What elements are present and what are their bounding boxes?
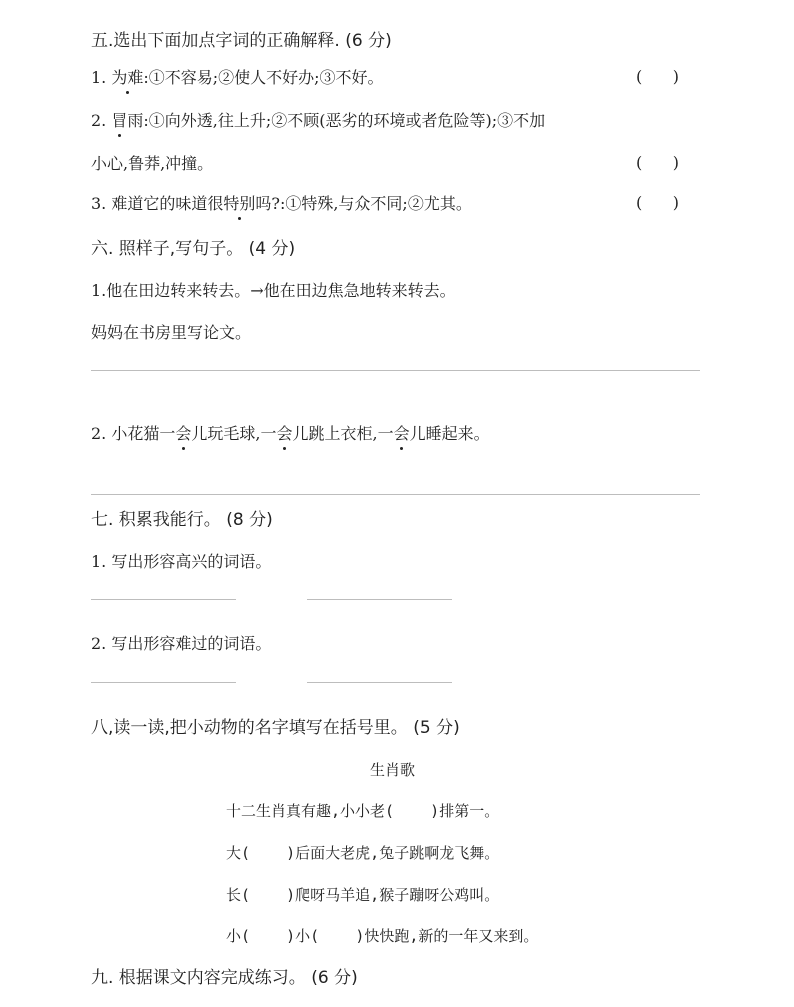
question-6-2: 2. 小花猫一会儿玩毛球,一会儿跳上衣柜,一会儿睡起来。 [91,424,490,443]
section-9-heading: 九. 根据课文内容完成练习。 (6 分) [91,968,358,988]
poem-line-1: 十二生肖真有趣,小小老( )排第一。 [226,802,500,820]
answer-blank-7-2a[interactable] [91,682,236,683]
task-sentence-1: 妈妈在书房里写论文。 [91,323,252,342]
dotted-word: 冒 [111,111,128,130]
section-6-heading: 六. 照样子,写句子。 (4 分) [91,239,296,259]
example-sentence: 1.他在田边转来转去。→他在田边焦急地转来转去。 [91,281,456,300]
poem-title: 生肖歌 [370,761,416,779]
answer-blank-7-2b[interactable] [307,682,452,683]
poem-line-2: 大( )后面大老虎,兔子跳啊龙飞舞。 [226,844,500,862]
dotted-word: 一会儿 [377,424,426,443]
question-5-3: 3. 难道它的味道很特别吗?:①特殊,与众不同;②尤其。 [91,194,472,213]
answer-blank-7-1a[interactable] [91,599,236,600]
question-7-2: 2. 写出形容难过的词语。 [91,634,272,653]
question-5-1: 1. 为难:①不容易;②使人不好办;③不好。 [91,68,384,87]
dotted-word: 一会儿 [260,424,309,443]
question-7-1: 1. 写出形容高兴的词语。 [91,552,272,571]
section-5-heading: 五.选出下面加点字词的正确解释. (6 分) [91,31,392,51]
answer-paren-5-1[interactable]: ( ) [636,67,679,86]
answer-blank-7-1b[interactable] [307,599,452,600]
answer-paren-5-2[interactable]: ( ) [636,153,679,172]
section-7-heading: 七. 积累我能行。 (8 分) [91,510,273,530]
answer-line-6-1[interactable] [91,370,700,371]
dotted-word: 为难 [111,68,144,87]
dotted-word: 一会儿 [159,424,208,443]
question-5-2: 2. 冒雨:①向外透,往上升;②不顾(恶劣的环境或者危险等);③不加 [91,111,546,130]
poem-line-3: 长( )爬呀马羊追,猴子蹦呀公鸡叫。 [226,886,500,904]
question-5-2-cont: 小心,鲁莽,冲撞。 [91,154,214,173]
answer-paren-5-3[interactable]: ( ) [636,193,679,212]
answer-line-6-2[interactable] [91,494,700,495]
section-8-heading: 八,读一读,把小动物的名字填写在括号里。 (5 分) [91,718,460,738]
dotted-word: 特别 [223,194,256,213]
poem-line-4: 小( )小( )快快跑,新的一年又来到。 [226,927,539,945]
